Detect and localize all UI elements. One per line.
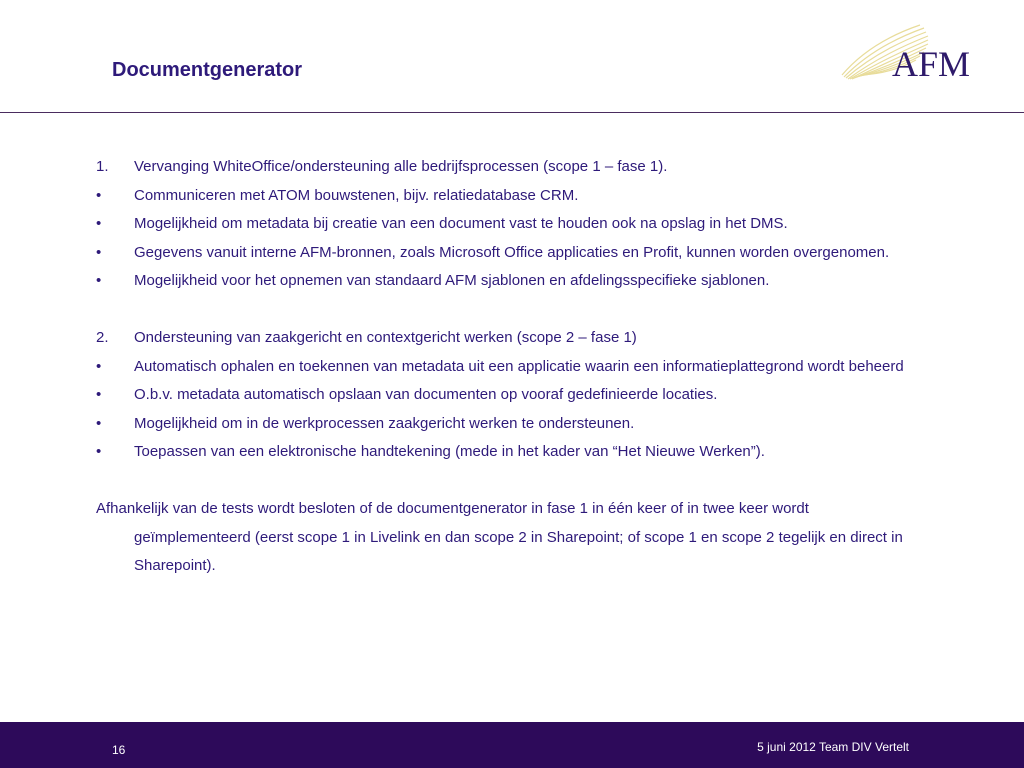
section-spacer — [96, 467, 926, 496]
logo-text: AFM — [892, 44, 971, 82]
section2-heading-text: Ondersteuning van zaakgericht en contextgericht werken (scope 2 – fase 1) — [134, 329, 637, 346]
closing-paragraph: Afhankelijk van de tests wordt besloten of de documentgenerator in fase 1 in één keer of in twee keer wordt geïmplementeerd (eerst scope 1 in Livelink en dan scope 2 in Sharepoint; of scope 1 en scope 2 tegelijk en direct in Sharepoint). — [96, 500, 903, 574]
footer-bar — [0, 722, 1024, 768]
bullet-marker: • — [96, 386, 102, 403]
bullet-text: Mogelijkheid om metadata bij creatie van een document vast te houden ook na opslag in het DMS. — [134, 215, 788, 232]
bullet-marker: • — [96, 243, 102, 261]
slide-content — [96, 153, 926, 581]
bullet-marker: • — [96, 357, 102, 375]
section1-heading — [96, 153, 926, 182]
bullet-text: Communiceren met ATOM bouwstenen, bijv. relatiedatabase CRM. — [134, 186, 579, 204]
list-item — [96, 353, 926, 382]
bullet-text: Gegevens vanuit interne AFM-bronnen, zoals Microsoft Office applicaties en Profit, kunnen worden overgenomen. — [134, 243, 890, 261]
bullet-text: O.b.v. metadata automatisch opslaan van documenten op vooraf gedefinieerde locaties. — [134, 386, 718, 403]
afm-logo — [840, 22, 990, 82]
footer-text: 5 juni 2012 Team DIV Vertelt — [757, 740, 909, 754]
section1-number: 1. — [96, 158, 109, 175]
bullet-text: Mogelijkheid voor het opnemen van standaard AFM sjablonen en afdelingsspecifieke sjablonen. — [134, 272, 770, 289]
list-item — [96, 239, 926, 268]
bullet-marker: • — [96, 186, 102, 204]
bullet-marker: • — [96, 215, 102, 232]
list-item — [96, 381, 926, 410]
list-item — [96, 182, 926, 211]
section-spacer — [96, 296, 926, 325]
section1-heading-text: Vervanging WhiteOffice/ondersteuning alle bedrijfsprocessen (scope 1 – fase 1). — [134, 158, 668, 175]
bullet-marker: • — [96, 414, 102, 432]
header-divider — [0, 112, 1024, 113]
page-number: 16 — [112, 743, 126, 757]
list-item — [96, 210, 926, 239]
bullet-text: Toepassen van een elektronische handtekening (mede in het kader van “Het Nieuwe Werken”). — [134, 443, 765, 460]
section2-number: 2. — [96, 329, 109, 346]
bullet-text: Automatisch ophalen en toekennen van metadata uit een applicatie waarin een informatieplattegrond wordt beheerd — [134, 357, 904, 375]
list-item — [96, 410, 926, 439]
section2-heading — [96, 324, 926, 353]
bullet-text: Mogelijkheid om in de werkprocessen zaakgericht werken te ondersteunen. — [134, 414, 635, 432]
list-item — [96, 267, 926, 296]
list-item — [96, 438, 926, 467]
bullet-marker: • — [96, 443, 102, 460]
slide-title: Documentgenerator — [112, 59, 303, 81]
bullet-marker: • — [96, 272, 102, 289]
